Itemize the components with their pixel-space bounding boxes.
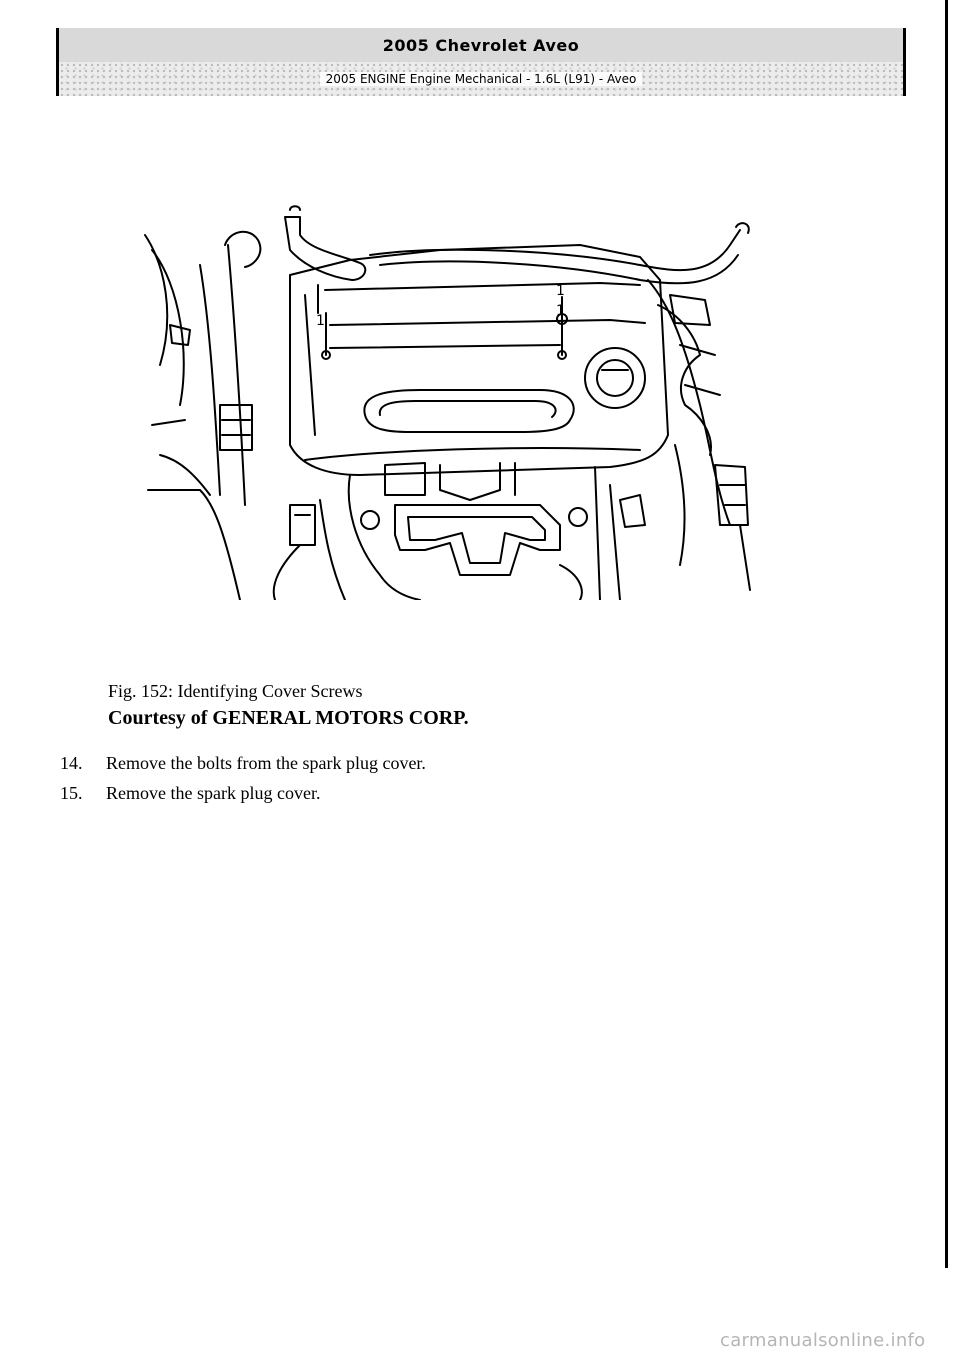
- callout-1-right: 1: [556, 303, 565, 319]
- step-text: Remove the spark plug cover.: [106, 783, 321, 803]
- document-header: [56, 28, 906, 96]
- site-watermark: carmanualsonline.info: [720, 1330, 926, 1351]
- callout-1-left: 1: [316, 313, 325, 329]
- procedure-step: [60, 782, 426, 804]
- procedure-steps: [60, 752, 426, 812]
- step-text: Remove the bolts from the spark plug cover.: [106, 753, 426, 773]
- callout-1-top: 1: [556, 283, 565, 299]
- page-border: [945, 0, 948, 1268]
- figure-credit: Courtesy of GENERAL MOTORS CORP.: [108, 707, 469, 729]
- document-title: 2005 Chevrolet Aveo: [59, 28, 903, 62]
- document-subtitle-bar: [59, 62, 903, 96]
- step-number: 14.: [60, 753, 83, 773]
- procedure-step: [60, 752, 426, 774]
- document-subtitle: 2005 ENGINE Engine Mechanical - 1.6L (L91) - Aveo: [320, 72, 643, 86]
- step-number: 15.: [60, 783, 83, 803]
- engine-cover-illustration: [140, 205, 760, 600]
- figure-caption: Fig. 152: Identifying Cover Screws: [108, 681, 363, 701]
